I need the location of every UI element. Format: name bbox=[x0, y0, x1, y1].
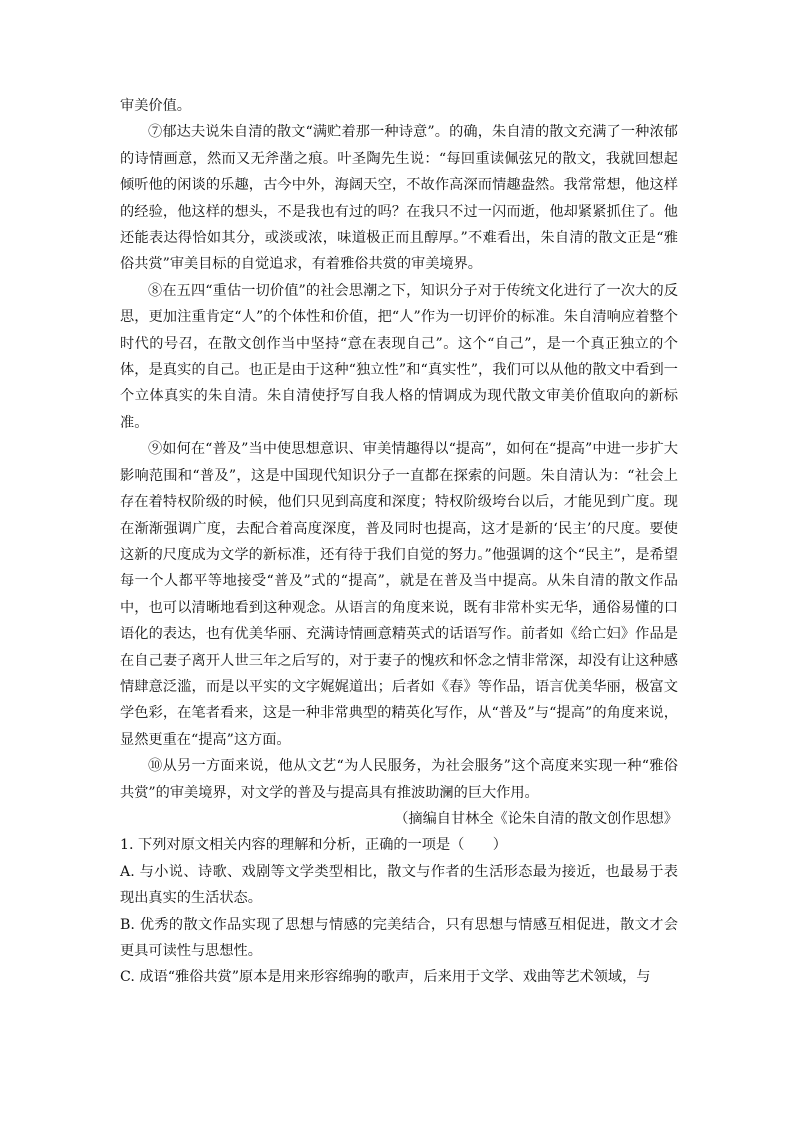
question-1 bbox=[120, 832, 678, 990]
paragraph-8: ⑧在五四“重估一切价值”的社会思潮之下，知识分子对于传统文化进行了一次大的反思，更加注重肯定“人”的个体性和价值，把“人”作为一切评价的标准。朱自清响应着整个时代的号召，在散文创作当中坚持“意在表现自己”。这个“自己”，是一个真正独立的个体，是真实的自己。也正是由于这种“独立性”和“真实性”，我们可以从他的散文中看到一个立体真实的朱自清。朱自清使抒写自我人格的情调成为现代散文审美价值取向的新标准。 bbox=[120, 282, 678, 431]
paragraph-7: ⑦郁达夫说朱自清的散文“满贮着那一种诗意”。的确，朱自清的散文充满了一种浓郁的诗情画意，然而又无斧凿之痕。叶圣陶先生说：“每回重读佩弦兄的散文，我就回想起倾听他的闲谈的乐趣，古今中外，海阔天空，不故作高深而情趣盎然。我常常想，他这样的经验，他这样的想头，不是我也有过的吗？在我只不过一闪而逝，他却紧紧抓住了。他还能表达得恰如其分，或淡或浓，味道极正而且醇厚。”不难看出，朱自清的散文正是“雅俗共赏”审美目标的自觉追求，有着雅俗共赏的审美境界。 bbox=[120, 124, 678, 273]
document-page bbox=[120, 93, 678, 991]
paragraph-9: ⑨如何在“普及”当中使思想意识、审美情趣得以“提高”，如何在“提高”中进一步扩大影响范围和“普及”，这是中国现代知识分子一直都在探索的问题。朱自清认为：“社会上存在着特权阶级的时候，他们只见到高度和深度；特权阶级垮台以后，才能见到广度。现在渐渐强调广度，去配合着高度深度，普及同时也提高，这才是新的‘民主’的尺度。要使这新的尺度成为文学的新标准，还有待于我们自觉的努力。”他强调的这个“民主”，是希望每一个人都平等地接受“普及”式的“提高”，就是在普及当中提高。从朱自清的散文作品中，也可以清晰地看到这种观念。从语言的角度来说，既有非常朴实无华，通俗易懂的口语化的表达，也有优美华丽、充满诗情画意精英式的话语写作。前者如《给亡妇》作品是在自己妻子离开人世三年之后写的，对于妻子的愧疚和怀念之情非常深，却没有让这种感情肆意泛滥，而是以平实的文字娓娓道出；后者如《春》等作品，语言优美华丽，极富文学色彩，在笔者看来，这是一种非常典型的精英化写作，从“普及”与“提高”的角度来说，显然更重在“提高”这方面。 bbox=[120, 441, 678, 748]
option-c: C. 成语“雅俗共赏”原本是用来形容绵驹的歌声，后来用于文学、戏曲等艺术领域，与 bbox=[120, 969, 651, 986]
option-a: A. 与小说、诗歌、戏剧等文学类型相比，散文与作者的生活形态最为接近，也最易于表现出真实的生活状态。 bbox=[120, 863, 678, 907]
paragraph-continuation: 审美价值。 bbox=[120, 98, 191, 114]
question-stem: 1. 下列对原文相关内容的理解和分析，正确的一项是（ ） bbox=[120, 837, 507, 854]
source-citation: （摘编自甘林全《论朱自清的散文创作思想》 bbox=[394, 810, 678, 827]
option-b: B. 优秀的散文作品实现了思想与情感的完美结合，只有思想与情感互相促进，散文才会更具可读性与思想性。 bbox=[120, 916, 678, 959]
paragraph-10: ⑩从另一方面来说，他从文艺“为人民服务，为社会服务”这个高度来实现一种“雅俗共赏”的审美境界，对文学的普及与提高具有推波助澜的巨大作用。 bbox=[120, 758, 678, 801]
